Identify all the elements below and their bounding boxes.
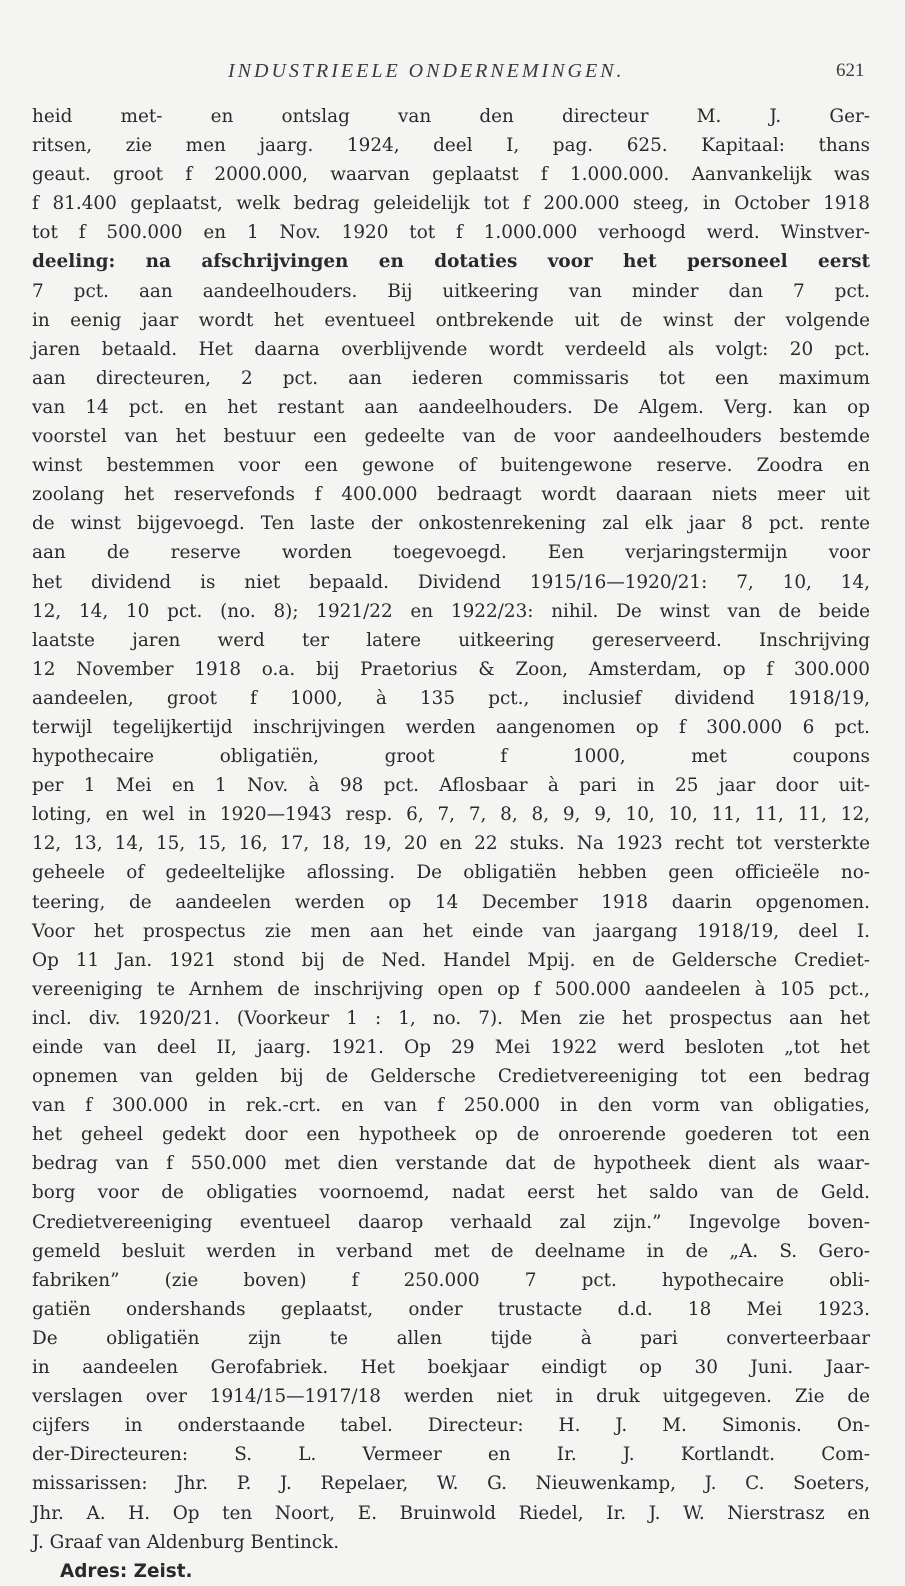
text-line: hypothecaire obligatiën, groot f 1000, met coupons xyxy=(32,746,870,768)
text-line: De obligatiën zijn te allen tijde à pari converteerbaar xyxy=(32,1327,870,1349)
text-line: bedrag van f 550.000 met dien verstande dat de hypotheek dient als waar- xyxy=(32,1153,870,1175)
text-line: 12, 14, 10 pct. (no. 8); 1921/22 en 1922/23: nihil. De winst van de beide xyxy=(32,600,870,622)
text-line: voorstel van het bestuur een gedeelte van de voor aandeelhouders bestemde xyxy=(32,426,870,448)
text-line: deeling: na afschrijvingen en dotaties voor het personeel eerst xyxy=(32,251,870,273)
text-line: Op 11 Jan. 1921 stond bij de Ned. Handel Mpij. en de Geldersche Crediet- xyxy=(32,949,870,971)
text-line: Voor het prospectus zie men aan het einde van jaargang 1918/19, deel I. xyxy=(32,920,870,942)
text-line: per 1 Mei en 1 Nov. à 98 pct. Aflosbaar à pari in 25 jaar door uit- xyxy=(32,775,870,797)
text-line: zoolang het reservefonds f 400.000 bedraagt wordt daaraan niets meer uit xyxy=(32,484,870,506)
text-line: teering, de aandeelen werden op 14 December 1918 daarin opgenomen. xyxy=(32,891,870,913)
text-line: f 81.400 geplaatst, welk bedrag geleidelijk tot f 200.000 steeg, in October 1918 xyxy=(32,193,870,215)
page-number: 621 xyxy=(836,60,865,81)
text-line: borg voor de obligaties voornoemd, nadat eerst het saldo van de Geld. xyxy=(32,1182,870,1204)
text-line: aan de reserve worden toegevoegd. Een verjaringstermijn voor xyxy=(32,542,870,564)
text-line: in eenig jaar wordt het eventueel ontbrekende uit de winst der volgende xyxy=(32,309,870,331)
text-line: opnemen van gelden bij de Geldersche Credietvereeniging tot een bedrag xyxy=(32,1066,870,1088)
text-line: missarissen: Jhr. P. J. Repelaer, W. G. Nieuwenkamp, J. C. Soeters, xyxy=(32,1473,870,1495)
text-line: cijfers in onderstaande tabel. Directeur: H. J. M. Simonis. On- xyxy=(32,1415,870,1437)
text-line: J. Graaf van Aldenburg Bentinck. xyxy=(32,1531,340,1553)
text-line: jaren betaald. Het daarna overblijvende wordt verdeeld als volgt: 20 pct. xyxy=(32,338,870,360)
text-line: aandeelen, groot f 1000, à 135 pct., inclusief dividend 1918/19, xyxy=(32,687,870,709)
text-line: winst bestemmen voor een gewone of buitengewone reserve. Zoodra en xyxy=(32,455,870,477)
text-line: 7 pct. aan aandeelhouders. Bij uitkeering van minder dan 7 pct. xyxy=(32,280,870,302)
text-line: Jhr. A. H. Op ten Noort, E. Bruinwold Riedel, Ir. J. W. Nierstrasz en xyxy=(32,1502,870,1524)
running-title: INDUSTRIEELE ONDERNEMINGEN. xyxy=(228,60,625,82)
text-line: 12 November 1918 o.a. bij Praetorius & Zoon, Amsterdam, op f 300.000 xyxy=(32,658,870,680)
body-text xyxy=(32,102,870,1586)
text-line: vereeniging te Arnhem de inschrijving open op f 500.000 aandeelen à 105 pct., xyxy=(32,978,870,1000)
text-line: gemeld besluit werden in verband met de deelname in de „A. S. Gero- xyxy=(32,1240,870,1262)
text-line: aan directeuren, 2 pct. aan iederen commissaris tot een maximum xyxy=(32,367,870,389)
text-line: incl. div. 1920/21. (Voorkeur 1 : 1, no. 7). Men zie het prospectus aan het xyxy=(32,1007,870,1029)
text-line: tot f 500.000 en 1 Nov. 1920 tot f 1.000.000 verhoogd werd. Winstver- xyxy=(32,222,870,244)
text-line: gatiën ondershands geplaatst, onder trustacte d.d. 18 Mei 1923. xyxy=(32,1298,870,1320)
text-line: terwijl tegelijkertijd inschrijvingen werden aangenomen op f 300.000 6 pct. xyxy=(32,716,870,738)
text-line: verslagen over 1914/15—1917/18 werden niet in druk uitgegeven. Zie de xyxy=(32,1386,870,1408)
text-line: van 14 pct. en het restant aan aandeelhouders. De Algem. Verg. kan op xyxy=(32,396,870,418)
text-line: geheele of gedeeltelijke aflossing. De obligatiën hebben geen officieële no- xyxy=(32,862,870,884)
page-header xyxy=(0,60,905,90)
text-line: fabriken” (zie boven) f 250.000 7 pct. hypothecaire obli- xyxy=(32,1269,870,1291)
address-line: Adres: Zeist. xyxy=(60,1560,193,1582)
text-line: loting, en wel in 1920—1943 resp. 6, 7, 7, 8, 8, 9, 9, 10, 10, 11, 11, 11, 12, xyxy=(32,804,870,826)
text-line: geaut. groot f 2000.000, waarvan geplaatst f 1.000.000. Aanvankelijk was xyxy=(32,164,870,186)
text-line: de winst bijgevoegd. Ten laste der onkostenrekening zal elk jaar 8 pct. rente xyxy=(32,513,870,535)
text-line: ritsen, zie men jaarg. 1924, deel I, pag. 625. Kapitaal: thans xyxy=(32,135,870,157)
text-line: heid met- en ontslag van den directeur M. J. Ger- xyxy=(32,106,870,127)
text-line: Credietvereeniging eventueel daarop verhaald zal zijn.” Ingevolge boven- xyxy=(32,1211,870,1233)
text-line: einde van deel II, jaarg. 1921. Op 29 Mei 1922 werd besloten „tot het xyxy=(32,1037,870,1058)
text-line: in aandeelen Gerofabriek. Het boekjaar eindigt op 30 Juni. Jaar- xyxy=(32,1357,870,1379)
text-line: van f 300.000 in rek.-crt. en van f 250.000 in den vorm van obligaties, xyxy=(32,1095,870,1117)
text-line: het dividend is niet bepaald. Dividend 1915/16—1920/21: 7, 10, 14, xyxy=(32,571,870,593)
text-line: laatste jaren werd ter latere uitkeering gereserveerd. Inschrijving xyxy=(32,629,870,651)
text-line: het geheel gedekt door een hypotheek op de onroerende goederen tot een xyxy=(32,1124,870,1146)
text-line: 12, 13, 14, 15, 15, 16, 17, 18, 19, 20 en 22 stuks. Na 1923 recht tot versterkte xyxy=(32,833,870,855)
text-line: der-Directeuren: S. L. Vermeer en Ir. J. Kortlandt. Com- xyxy=(32,1444,870,1466)
